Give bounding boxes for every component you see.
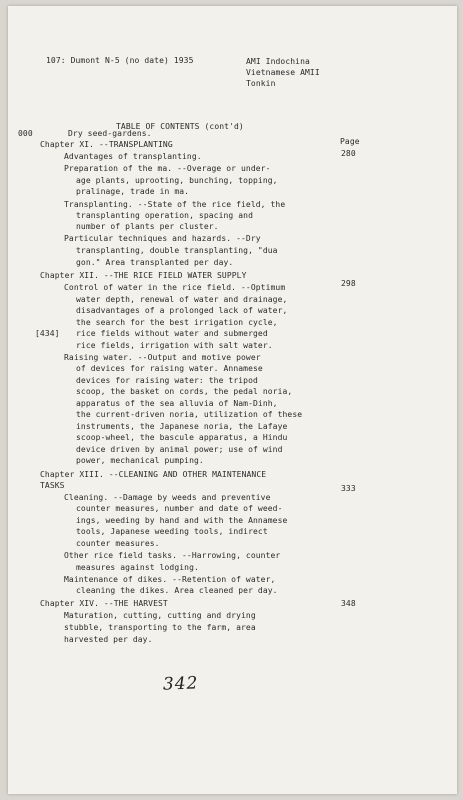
classification-line-3: Tonkin bbox=[246, 79, 276, 88]
toc-line: power, mechanical pumping. bbox=[76, 456, 204, 465]
classification-line-1: AMI Indochina bbox=[246, 57, 310, 66]
chapter-14-title: Chapter XIV. --THE HARVEST bbox=[40, 599, 168, 608]
original-page-marker: [434] bbox=[35, 329, 60, 338]
toc-line: apparatus of the sea alluvia of Nam-Dinh, bbox=[76, 399, 278, 408]
toc-line: pralinage, trade in ma. bbox=[76, 187, 190, 196]
toc-line: harvested per day. bbox=[64, 635, 153, 644]
toc-line: Raising water. --Output and motive power bbox=[64, 353, 261, 362]
toc-line: Maturation, cutting, cutting and drying bbox=[64, 611, 256, 620]
toc-line: Other rice field tasks. --Harrowing, counter bbox=[64, 551, 281, 560]
toc-line: the current-driven noria, utilization of these bbox=[76, 410, 303, 419]
toc-line: gon." Area transplanted per day. bbox=[76, 258, 234, 267]
toc-line: of devices for raising water. Annamese bbox=[76, 364, 263, 373]
toc-line: Advantages of transplanting. bbox=[64, 152, 202, 161]
toc-line: Cleaning. --Damage by weeds and preventive bbox=[64, 493, 271, 502]
chapter-12-title: Chapter XII. --THE RICE FIELD WATER SUPPLY bbox=[40, 271, 247, 280]
toc-line: rice fields without water and submerged bbox=[76, 329, 268, 338]
chapter-11-page: 280 bbox=[341, 149, 356, 158]
toc-line: scoop, the basket on cords, the pedal noria, bbox=[76, 387, 293, 396]
chapter-13-title: Chapter XIII. --CLEANING AND OTHER MAINTENANCE bbox=[40, 470, 267, 479]
chapter-13-page: 333 bbox=[341, 484, 356, 493]
chapter-12-page: 298 bbox=[341, 279, 356, 288]
handwritten-page-number: 342 bbox=[162, 673, 199, 695]
toc-line: Maintenance of dikes. --Retention of water, bbox=[64, 575, 276, 584]
classification-line-2: Vietnamese AMII bbox=[246, 68, 320, 77]
toc-line: instruments, the Japanese noria, the Lafaye bbox=[76, 422, 288, 431]
toc-line: Particular techniques and hazards. --Dry bbox=[64, 234, 261, 243]
toc-title: TABLE OF CONTENTS (cont'd) bbox=[116, 122, 244, 131]
toc-line: number of plants per cluster. bbox=[76, 222, 219, 231]
toc-line: tools, Japanese weeding tools, indirect bbox=[76, 527, 268, 536]
toc-line: age plants, uprooting, bunching, topping, bbox=[76, 176, 278, 185]
toc-line: cleaning the dikes. Area cleaned per day. bbox=[76, 586, 278, 595]
toc-line: Preparation of the ma. --Overage or under- bbox=[64, 164, 271, 173]
chapter-14-page: 348 bbox=[341, 599, 356, 608]
toc-line: ings, weeding by hand and with the Annamese bbox=[76, 516, 288, 525]
margin-number: 000 bbox=[18, 129, 33, 138]
toc-line: transplanting operation, spacing and bbox=[76, 211, 253, 220]
toc-line: Control of water in the rice field. --Optimum bbox=[64, 283, 286, 292]
toc-line: counter measures. bbox=[76, 539, 160, 548]
classification-header bbox=[246, 56, 366, 89]
toc-line: measures against lodging. bbox=[76, 563, 199, 572]
toc-line: rice fields, irrigation with salt water. bbox=[76, 341, 273, 350]
citation-header: 107: Dumont N-5 (no date) 1935 bbox=[46, 56, 194, 65]
toc-line: transplanting, double transplanting, "dua bbox=[76, 246, 278, 255]
toc-line: scoop-wheel, the bascule apparatus, a Hindu bbox=[76, 433, 288, 442]
toc-line: water depth, renewal of water and drainage, bbox=[76, 295, 288, 304]
document-page bbox=[8, 6, 457, 794]
toc-line: counter measures, number and date of weed- bbox=[76, 504, 283, 513]
toc-line: devices for raising water: the tripod bbox=[76, 376, 258, 385]
toc-entry-dry-gardens: Dry seed-gardens. bbox=[68, 129, 152, 138]
toc-line: Transplanting. --State of the rice field, the bbox=[64, 200, 286, 209]
toc-line: stubble, transporting to the farm, area bbox=[64, 623, 256, 632]
toc-line: disadvantages of a prolonged lack of water, bbox=[76, 306, 288, 315]
chapter-13-title-continued: TASKS bbox=[40, 481, 65, 490]
page-column-header: Page bbox=[340, 137, 360, 146]
chapter-11-title: Chapter XI. --TRANSPLANTING bbox=[40, 140, 173, 149]
toc-line: the search for the best irrigation cycle, bbox=[76, 318, 278, 327]
toc-line: device driven by animal power; use of wind bbox=[76, 445, 283, 454]
